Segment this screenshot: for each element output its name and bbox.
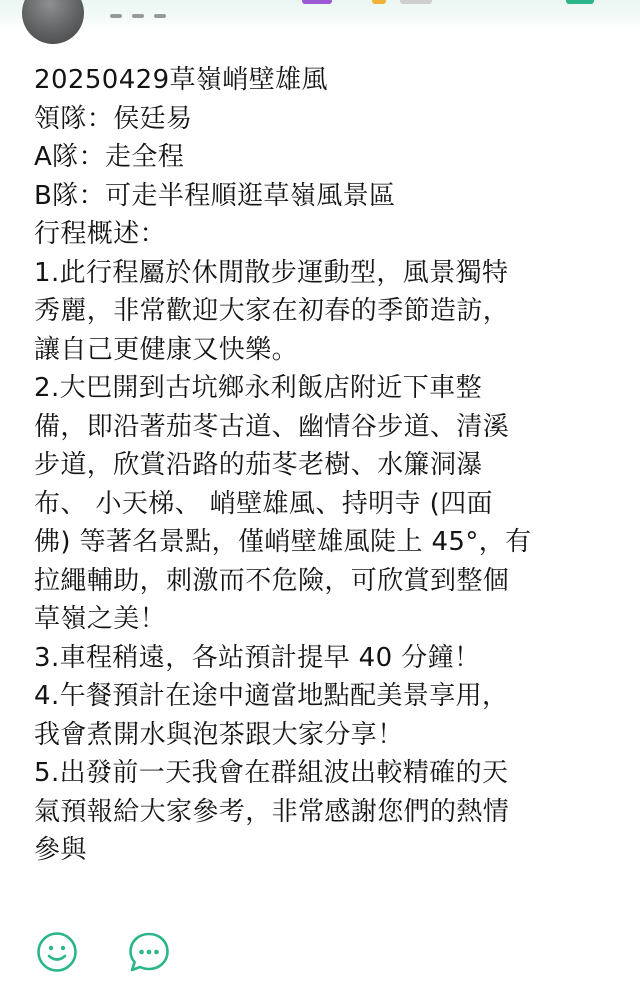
post-line: 參與 — [34, 835, 87, 865]
post-line: 20250429草嶺峭壁雄風 — [34, 65, 328, 95]
post-line: 行程概述： — [34, 219, 167, 249]
avatar-icon[interactable] — [22, 0, 84, 44]
post-line: 5.出發前一天我會在群組波出較精確的天 — [34, 758, 509, 788]
post-line: 4.午餐預計在途中適當地點配美景享用， — [34, 681, 509, 711]
post-line: 2.大巴開到古坑鄉永利飯店附近下車整 — [34, 373, 483, 403]
header-bar — [0, 0, 640, 30]
post-line: 拉繩輔助，刺激而不危險，可欣賞到整個 — [34, 565, 510, 596]
post-actions — [36, 931, 170, 973]
header-badge-purple — [302, 0, 332, 4]
post-line: 我會煮開水與泡茶跟大家分享！ — [34, 719, 404, 750]
post-text — [34, 61, 614, 870]
post-line: A隊：走全程 — [34, 142, 185, 172]
post-line: 讓自己更健康又快樂。 — [34, 334, 299, 365]
header-badge-green — [566, 0, 594, 4]
header-badge-gray — [400, 0, 432, 4]
author-name — [110, 14, 180, 22]
header-badge-yellow — [372, 0, 386, 4]
post-line: B隊：可走半程順逛草嶺風景區 — [34, 180, 396, 211]
post-line: 步道，欣賞沿路的茄苳老樹、水簾洞瀑 — [34, 450, 483, 480]
post-line: 草嶺之美！ — [34, 604, 167, 634]
post-line: 佛) 等著名景點，僅峭壁雄風陡上 45°，有 — [34, 527, 532, 557]
post-line: 布、 小天梯、 峭壁雄風、持明寺 (四面 — [34, 488, 493, 519]
post-line: 備，即沿著茄苳古道、幽情谷步道、清溪 — [34, 411, 510, 442]
smiley-icon — [36, 931, 78, 973]
comment-button[interactable] — [128, 931, 170, 973]
comment-bubble-icon — [128, 931, 170, 973]
post-line: 領隊：侯廷易 — [34, 103, 193, 134]
post-line: 1.此行程屬於休閒散步運動型，風景獨特 — [34, 257, 509, 288]
post-line: 氣預報給大家參考，非常感謝您們的熱情 — [34, 796, 510, 827]
react-button[interactable] — [36, 931, 78, 973]
post-line: 秀麗，非常歡迎大家在初春的季節造訪， — [34, 296, 510, 326]
post-line: 3.車程稍遠，各站預計提早 40 分鐘！ — [34, 642, 481, 673]
